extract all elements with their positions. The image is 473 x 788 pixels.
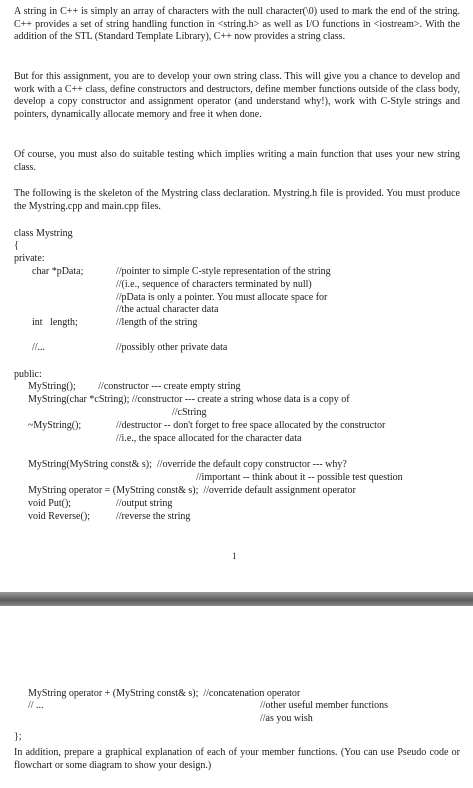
code-pdata-comment-3: //pData is only a pointer. You must allocate space for [116,292,328,303]
code-put-comment: //output string [116,498,173,509]
code-other-decl: //... [32,342,46,353]
page-separator [0,592,473,606]
code-reverse-comment: //reverse the string [116,511,191,522]
code-assign-op: MyString operator = (MyString const& s); //override default assignment operator [28,485,356,496]
intro-paragraph-4: The following is the skeleton of the Mystring class declaration. Mystring.h file is provided. You must produce the Mystring.cpp and main.cpp files. [14,188,460,212]
final-paragraph: In addition, prepare a graphical explanation of each of your member functions. (You can use Pseudo code or flowchart or some diagram to show your design.) [14,747,460,771]
code-dtor-comment-1: //destructor -- don't forget to free space allocated by the constructor [116,420,386,431]
intro-paragraph-1: A string in C++ is simply an array of characters with the null character(\0) used to mark the end of the string. C++ provides a set of string handling function in <string.h> as well as I/O functions in <iostream>. With the addition of the STL (Standard Template Library), C++ now provides a string class. [14,6,460,43]
code-pdata-decl: char *pData; [32,266,84,277]
code-class-line: class Mystring [14,228,73,239]
code-reverse-decl: void Reverse(); [28,511,90,522]
code-concat-op: MyString operator + (MyString const& s); //concatenation operator [28,688,301,699]
code-length-decl: int length; [32,317,78,328]
code-ctor-default: MyString(); //constructor --- create empty string [28,381,241,392]
code-open-brace: { [14,240,19,251]
code-pdata-comment-1: //pointer to simple C-style representation of the string [116,266,331,277]
code-other-comment: //possibly other private data [116,342,228,353]
code-copy-ctor-comment: //important -- think about it -- possible test question [196,472,403,483]
code-ctor-cstring: MyString(char *cString); //constructor --- create a string whose data is a copy of [28,394,350,405]
intro-paragraph-3: Of course, you must also do suitable testing which implies writing a main function that uses your new string class. [14,149,460,173]
code-private-label: private: [14,253,45,264]
code-ellipsis: // ... [28,700,44,711]
page-number: 1 [232,551,237,561]
page-2 [0,606,473,788]
code-close-brace: }; [14,731,22,742]
code-pdata-comment-2: //(i.e., sequence of characters terminated by null) [116,279,312,290]
code-copy-ctor: MyString(MyString const& s); //override the default copy constructor --- why? [28,459,347,470]
intro-paragraph-2: But for this assignment, you are to develop your own string class. This will give you a chance to develop and work with a C++ class, define constructors and destructors, define member functions outside of the class body, develop a copy constructor and assignment operator (and understand why!), work with C-Style strings and pointers, dynamically allocate memory and free it when done. [14,71,460,120]
code-length-comment: //length of the string [116,317,198,328]
code-pdata-comment-4: //the actual character data [116,304,219,315]
code-other-members-comment: //other useful member functions [260,700,389,711]
code-ctor-cstring-cont: //cString [172,407,207,418]
code-public-label: public: [14,369,42,380]
code-dtor-decl: ~MyString(); [28,420,82,431]
code-dtor-comment-2: //i.e., the space allocated for the character data [116,433,302,444]
code-put-decl: void Put(); [28,498,72,509]
code-as-you-wish-comment: //as you wish [260,713,313,724]
